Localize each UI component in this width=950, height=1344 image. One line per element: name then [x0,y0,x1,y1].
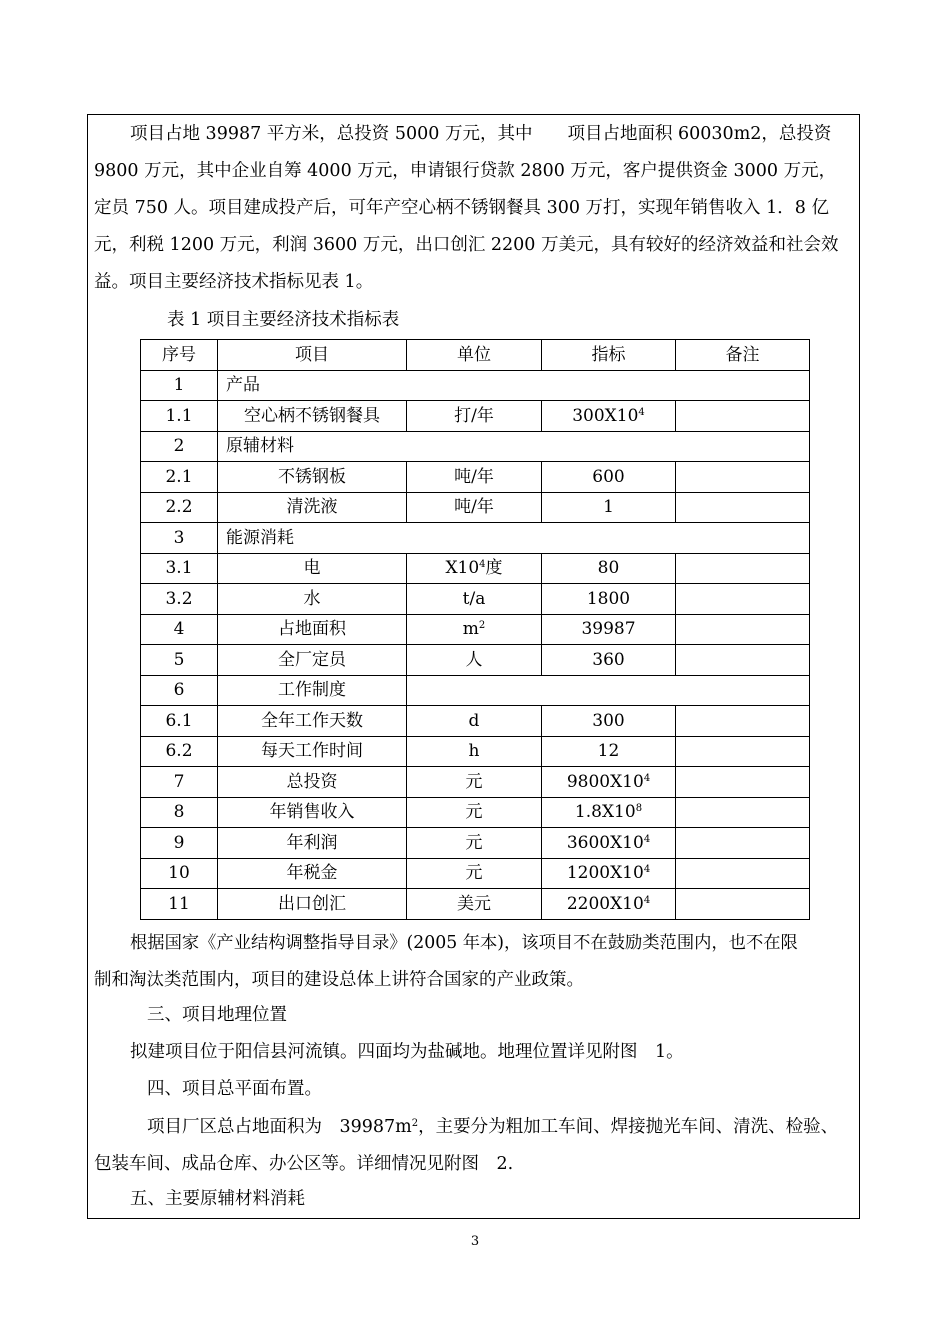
row-number-cell: 3.2 [141,584,218,615]
table-header-row [141,340,810,371]
header-cell: 项目 [218,340,407,371]
section3-text: 拟建项目位于阳信县河流镇。四面均为盐碱地。地理位置详见附图 1。 [130,1042,684,1062]
unit-cell: 吨/年 [407,462,542,493]
note-cell [676,797,810,828]
unit-cell: 元 [407,828,542,859]
unit-cell: 元 [407,858,542,889]
indicator-table [140,339,810,920]
note-cell [676,645,810,676]
category-cell: 原辅材料 [218,431,810,462]
table-row [141,889,810,920]
row-number-cell: 2.1 [141,462,218,493]
header-cell: 序号 [141,340,218,371]
value-cell: 300 [542,706,676,737]
row-number-cell: 3.1 [141,553,218,584]
unit-cell: t/a [407,584,542,615]
unit-cell: 人 [407,645,542,676]
table-row [141,706,810,737]
table-row [141,553,810,584]
row-number-cell: 9 [141,828,218,859]
note-cell [676,462,810,493]
note-cell [676,492,810,523]
table-row [141,401,810,432]
row-number-cell: 1 [141,370,218,401]
item-cell: 电 [218,553,407,584]
item-cell: 年利润 [218,828,407,859]
item-cell: 不锈钢板 [218,462,407,493]
item-cell: 年税金 [218,858,407,889]
item-cell: 空心柄不锈钢餐具 [218,401,407,432]
item-cell: 年销售收入 [218,797,407,828]
category-cell: 能源消耗 [218,523,810,554]
row-number-cell: 4 [141,614,218,645]
header-cell: 单位 [407,340,542,371]
unit-cell: d [407,706,542,737]
row-number-cell: 8 [141,797,218,828]
unit-cell: 打/年 [407,401,542,432]
row-number-cell: 1.1 [141,401,218,432]
section4-line-1: 项目厂区总占地面积为 $39987m^2$，主要分为粗加工车间、焊接抛光车间、清洗、检验、 [147,1117,839,1137]
table-row [141,614,810,645]
value-cell: $300X10^4$ [542,401,676,432]
table-row [141,370,810,401]
note-cell [676,828,810,859]
unit-cell: h [407,736,542,767]
table-row [141,492,810,523]
row-number-cell: 5 [141,645,218,676]
item-cell: 出口创汇 [218,889,407,920]
section4-heading: 四、项目总平面布置。 [147,1079,322,1099]
table-row [141,523,810,554]
table-row [141,797,810,828]
empty-span-cell [407,675,810,706]
intro-line-3: 定员 750 人。项目建成投产后，可年产空心柄不锈钢餐具 300 万打，实现年销售收入 1．8 亿 [94,198,829,218]
note-cell [676,553,810,584]
table-row [141,675,810,706]
note-cell [676,889,810,920]
policy-line-1: 根据国家《产业结构调整指导目录》(2005 年本)，该项目不在鼓励类范围内，也不在限 [130,933,798,953]
value-cell: $9800X10^4$ [542,767,676,798]
category-cell: 产品 [218,370,810,401]
unit-cell: 美元 [407,889,542,920]
value-cell: $2200X10^4$ [542,889,676,920]
table-row [141,431,810,462]
item-cell: 全厂定员 [218,645,407,676]
value-cell: 39987 [542,614,676,645]
page-number: 3 [470,1234,480,1249]
intro-line-4: 元，利税 1200 万元，利润 3600 万元，出口创汇 2200 万美元，具有较好的经济效益和社会效 [94,235,839,255]
table-row [141,462,810,493]
row-number-cell: 2.2 [141,492,218,523]
note-cell [676,706,810,737]
value-cell: 80 [542,553,676,584]
unit-cell: 元 [407,767,542,798]
section4-line-2: 包装车间、成品仓库、办公区等。详细情况见附图 2. [94,1154,514,1174]
unit-cell: 元 [407,797,542,828]
note-cell [676,858,810,889]
row-number-cell: 6 [141,675,218,706]
unit-cell: 吨/年 [407,492,542,523]
note-cell [676,584,810,615]
table-row [141,584,810,615]
unit-cell: $X10^4$度 [407,553,542,584]
value-cell: $3600X10^4$ [542,828,676,859]
item-cell: 清洗液 [218,492,407,523]
header-cell: 指标 [542,340,676,371]
policy-line-2: 制和淘汰类范围内，项目的建设总体上讲符合国家的产业政策。 [94,970,584,990]
row-number-cell: 10 [141,858,218,889]
value-cell: 600 [542,462,676,493]
note-cell [676,614,810,645]
value-cell: 1800 [542,584,676,615]
item-cell: 全年工作天数 [218,706,407,737]
table-row [141,767,810,798]
row-number-cell: 7 [141,767,218,798]
header-cell: 备注 [676,340,810,371]
value-cell: $1200X10^4$ [542,858,676,889]
table-caption: 表 1 项目主要经济技术指标表 [167,310,400,330]
unit-cell: $m^2$ [407,614,542,645]
row-number-cell: 3 [141,523,218,554]
item-cell: 占地面积 [218,614,407,645]
row-number-cell: 6.2 [141,736,218,767]
value-cell: 12 [542,736,676,767]
intro-line-5: 益。项目主要经济技术指标见表 1。 [94,272,374,292]
row-number-cell: 6.1 [141,706,218,737]
row-number-cell: 11 [141,889,218,920]
value-cell: $1.8X10^8$ [542,797,676,828]
category-cell: 工作制度 [218,675,407,706]
note-cell [676,401,810,432]
table-row [141,828,810,859]
section3-heading: 三、项目地理位置 [147,1005,287,1025]
table-row [141,645,810,676]
intro-line-1: 项目占地 39987 平方米，总投资 5000 万元，其中 项目占地面积 60030m2，总投资 [130,124,832,144]
row-number-cell: 2 [141,431,218,462]
note-cell [676,736,810,767]
item-cell: 总投资 [218,767,407,798]
intro-line-2: 9800 万元，其中企业自筹 4000 万元，申请银行贷款 2800 万元，客户提供资金 3000 万元， [94,161,837,181]
table-row [141,736,810,767]
table-row [141,858,810,889]
item-cell: 水 [218,584,407,615]
item-cell: 每天工作时间 [218,736,407,767]
value-cell: 360 [542,645,676,676]
value-cell: 1 [542,492,676,523]
section5-heading: 五、主要原辅材料消耗 [130,1189,305,1209]
note-cell [676,767,810,798]
